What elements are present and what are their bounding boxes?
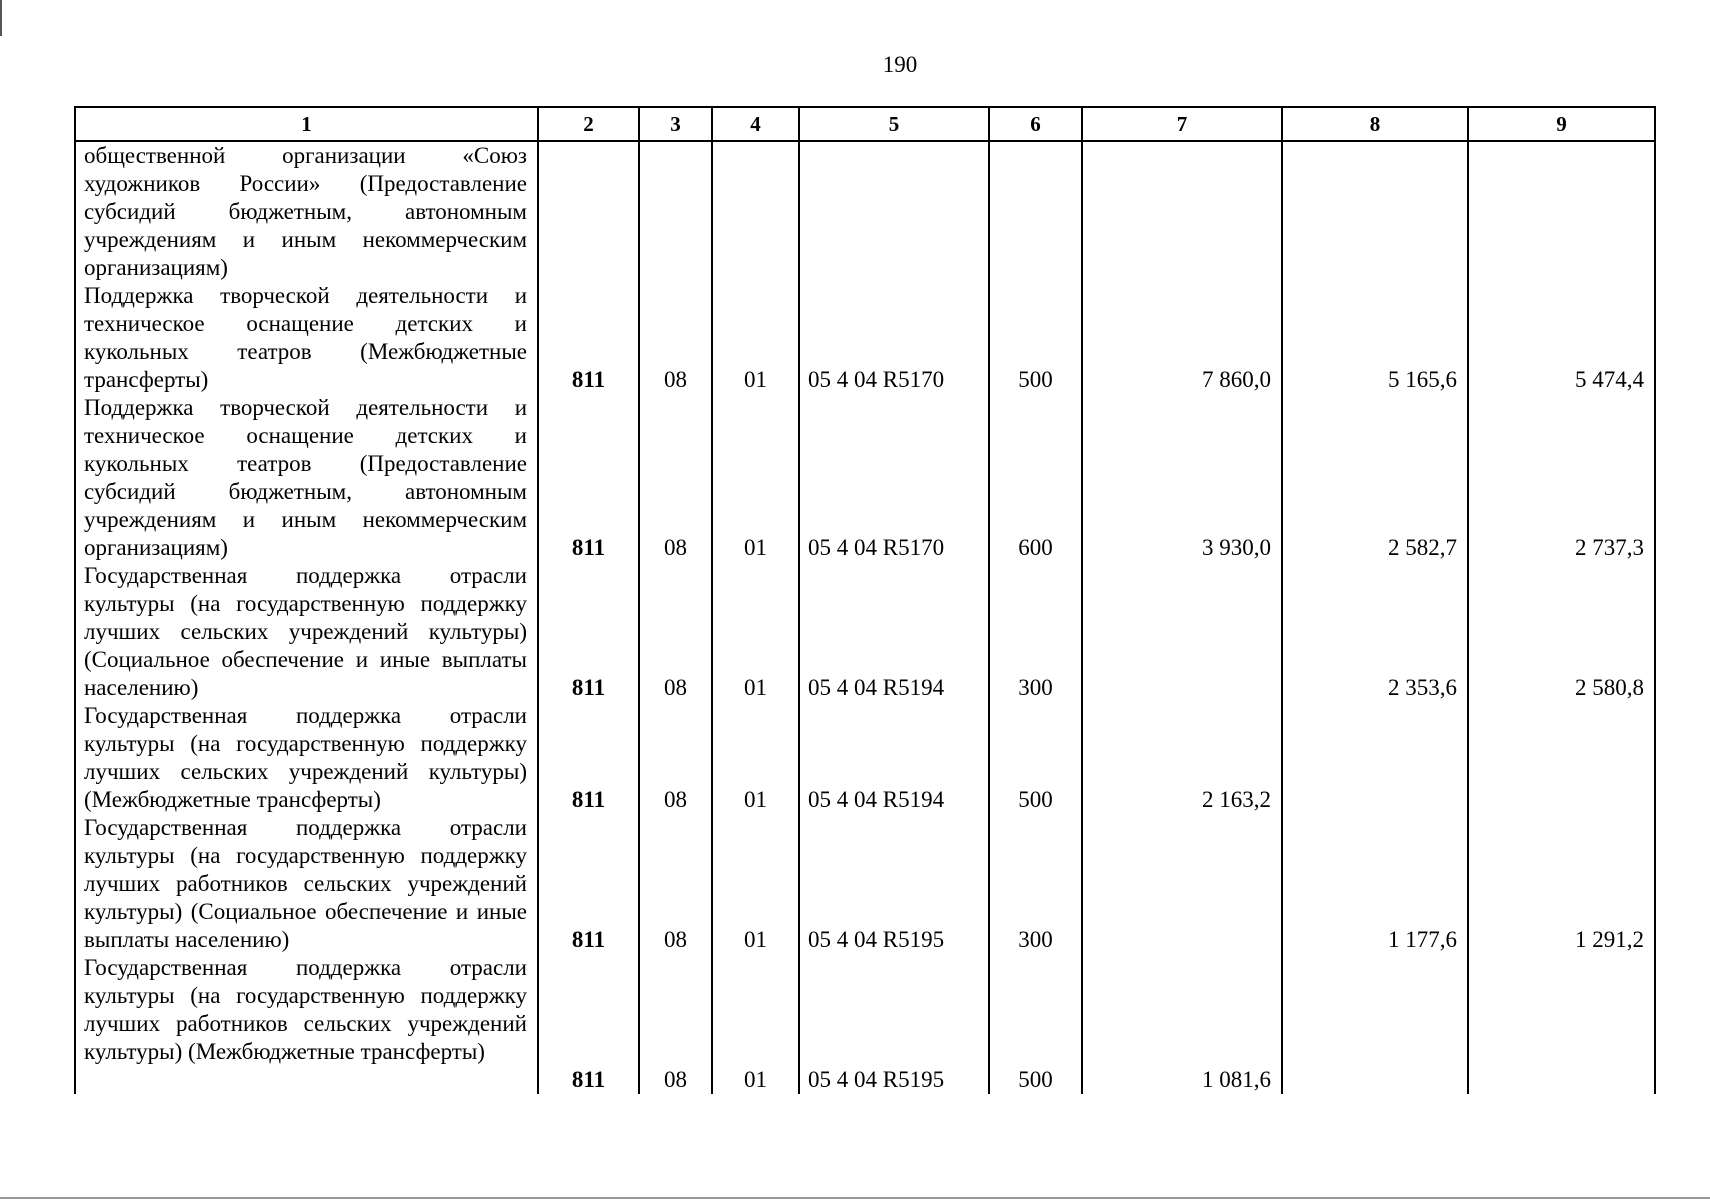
cell-col-6: 500: [989, 954, 1082, 1094]
cell-col-5: 05 4 04 R5194: [799, 562, 989, 702]
cell-col-8: 2 353,6: [1282, 562, 1468, 702]
column-header-1: 1: [75, 107, 538, 141]
cell-col-4: [712, 141, 799, 282]
column-header-2: 2: [538, 107, 639, 141]
cell-col-2: 811: [538, 562, 639, 702]
cell-col-6: 300: [989, 814, 1082, 954]
cell-col-7: 3 930,0: [1082, 394, 1282, 562]
cell-col-4: 01: [712, 954, 799, 1094]
cell-col-5: 05 4 04 R5195: [799, 954, 989, 1094]
cell-col-4: 01: [712, 702, 799, 814]
cell-col-3: 08: [639, 394, 712, 562]
cell-col-8: 5 165,6: [1282, 282, 1468, 394]
cell-col-2: [538, 141, 639, 282]
cell-col-9: 1 291,2: [1468, 814, 1655, 954]
row-description: Государственная поддержка отрасли культуры (на государственную поддержку лучших работников сельских учреждений культуры) (Межбюджетные трансферты): [75, 954, 538, 1094]
cell-col-8: 2 582,7: [1282, 394, 1468, 562]
cell-col-4: 01: [712, 814, 799, 954]
header-row: [75, 107, 1655, 141]
column-header-3: 3: [639, 107, 712, 141]
cell-col-5: 05 4 04 R5170: [799, 394, 989, 562]
cell-col-3: 08: [639, 702, 712, 814]
row-description: Поддержка творческой деятельности и техническое оснащение детских и кукольных театров (Предоставление субсидий бюджетным, автономным учреждениям и иным некоммерческим организациям): [75, 394, 538, 562]
cell-col-3: [639, 141, 712, 282]
cell-col-8: 1 177,6: [1282, 814, 1468, 954]
cell-col-2: 811: [538, 814, 639, 954]
column-header-8: 8: [1282, 107, 1468, 141]
cell-col-3: 08: [639, 814, 712, 954]
cell-col-8: [1282, 954, 1468, 1094]
cell-col-2: 811: [538, 954, 639, 1094]
budget-table: [74, 106, 1656, 1094]
cell-col-4: 01: [712, 282, 799, 394]
column-header-4: 4: [712, 107, 799, 141]
cell-col-7: [1082, 141, 1282, 282]
cell-col-8: [1282, 141, 1468, 282]
cell-col-9: 2 737,3: [1468, 394, 1655, 562]
cell-col-3: 08: [639, 562, 712, 702]
row-description: общественной организации «Союз художников России» (Предоставление субсидий бюджетным, автономным учреждениям и иным некоммерческим организациям): [75, 141, 538, 282]
table-row: [75, 562, 1655, 702]
row-description: Государственная поддержка отрасли культуры (на государственную поддержку лучших сельских учреждений культуры) (Межбюджетные трансферты): [75, 702, 538, 814]
cell-col-7: [1082, 562, 1282, 702]
cell-col-5: 05 4 04 R5195: [799, 814, 989, 954]
column-header-7: 7: [1082, 107, 1282, 141]
cell-col-2: 811: [538, 702, 639, 814]
cell-col-6: [989, 141, 1082, 282]
table-row: [75, 702, 1655, 814]
cell-col-8: [1282, 702, 1468, 814]
scan-edge-mark: [0, 0, 2, 36]
cell-col-6: 500: [989, 282, 1082, 394]
cell-col-6: 600: [989, 394, 1082, 562]
cell-col-7: 1 081,6: [1082, 954, 1282, 1094]
column-header-6: 6: [989, 107, 1082, 141]
table-row: [75, 954, 1655, 1094]
cell-col-9: [1468, 141, 1655, 282]
cell-col-3: 08: [639, 282, 712, 394]
cell-col-4: 01: [712, 394, 799, 562]
table-row: [75, 394, 1655, 562]
column-header-5: 5: [799, 107, 989, 141]
cell-col-7: [1082, 814, 1282, 954]
row-description: Поддержка творческой деятельности и техническое оснащение детских и кукольных театров (Межбюджетные трансферты): [75, 282, 538, 394]
cell-col-6: 300: [989, 562, 1082, 702]
column-header-9: 9: [1468, 107, 1655, 141]
cell-col-9: 5 474,4: [1468, 282, 1655, 394]
cell-col-9: [1468, 954, 1655, 1094]
cell-col-5: [799, 141, 989, 282]
row-description: Государственная поддержка отрасли культуры (на государственную поддержку лучших сельских учреждений культуры) (Социальное обеспечение и иные выплаты населению): [75, 562, 538, 702]
cell-col-9: [1468, 702, 1655, 814]
page-number: 190: [882, 52, 918, 77]
cell-col-7: 2 163,2: [1082, 702, 1282, 814]
scan-edge-line: [0, 1197, 1710, 1199]
cell-col-9: 2 580,8: [1468, 562, 1655, 702]
cell-col-4: 01: [712, 562, 799, 702]
row-description: Государственная поддержка отрасли культуры (на государственную поддержку лучших работников сельских учреждений культуры) (Социальное обеспечение и иные выплаты населению): [75, 814, 538, 954]
cell-col-2: 811: [538, 282, 639, 394]
cell-col-3: 08: [639, 954, 712, 1094]
table-body: [75, 141, 1655, 1094]
table-row: [75, 141, 1655, 282]
table-row: [75, 282, 1655, 394]
cell-col-2: 811: [538, 394, 639, 562]
cell-col-6: 500: [989, 702, 1082, 814]
cell-col-7: 7 860,0: [1082, 282, 1282, 394]
cell-col-5: 05 4 04 R5194: [799, 702, 989, 814]
table-row: [75, 814, 1655, 954]
table-header: [75, 107, 1655, 141]
cell-col-5: 05 4 04 R5170: [799, 282, 989, 394]
